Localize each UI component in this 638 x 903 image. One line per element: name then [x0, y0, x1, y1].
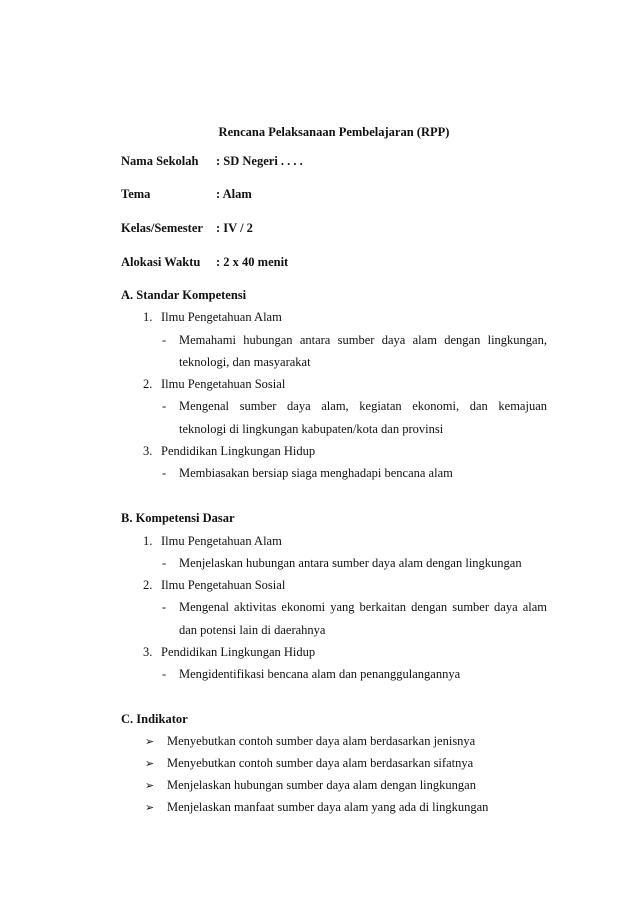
arrow-bullet-icon: ➢	[145, 779, 155, 792]
dash-bullet: -	[162, 667, 167, 681]
dash-bullet: -	[162, 556, 167, 570]
subject-name: Pendidikan Lingkungan Hidup	[161, 645, 316, 659]
section-b-heading: B. Kompetensi Dasar	[121, 511, 235, 525]
list-number: 2.	[143, 377, 153, 391]
list-number: 3.	[143, 645, 153, 659]
indicator-item: Menyebutkan contoh sumber daya alam berdasarkan sifatnya	[167, 756, 474, 770]
value-class-semester: : IV / 2	[216, 221, 253, 235]
section-a-heading: A. Standar Kompetensi	[121, 288, 247, 302]
subject-name: Ilmu Pengetahuan Sosial	[161, 377, 286, 391]
label-class-semester: Kelas/Semester	[121, 221, 203, 235]
arrow-bullet-icon: ➢	[145, 735, 155, 748]
list-number: 1.	[143, 534, 153, 548]
list-item-line: Memahami hubungan antara sumber daya alam dengan lingkungan,	[179, 333, 547, 347]
dash-bullet: -	[162, 466, 167, 480]
list-item-line: Mengenal sumber daya alam, kegiatan ekonomi, dan kemajuan	[179, 399, 547, 413]
indicator-item: Menjelaskan hubungan sumber daya alam dengan lingkungan	[167, 778, 476, 792]
list-number: 1.	[143, 310, 153, 324]
list-item-line: Menjelaskan hubungan antara sumber daya alam dengan lingkungan	[179, 556, 522, 570]
subject-name: Ilmu Pengetahuan Sosial	[161, 578, 286, 592]
list-item-line: teknologi di lingkungan kabupaten/kota dan provinsi	[179, 422, 444, 436]
dash-bullet: -	[162, 333, 167, 347]
value-theme: : Alam	[216, 187, 252, 201]
list-number: 2.	[143, 578, 153, 592]
list-item-line: Mengenal aktivitas ekonomi yang berkaitan dengan sumber daya alam	[179, 600, 547, 614]
dash-bullet: -	[162, 600, 167, 614]
arrow-bullet-icon: ➢	[145, 757, 155, 770]
label-theme: Tema	[121, 187, 151, 201]
section-c-heading: C. Indikator	[121, 712, 188, 726]
value-time-allocation: : 2 x 40 menit	[216, 255, 289, 269]
indicator-item: Menyebutkan contoh sumber daya alam berdasarkan jenisnya	[167, 734, 476, 748]
subject-name: Ilmu Pengetahuan Alam	[161, 310, 282, 324]
document-title: Rencana Pelaksanaan Pembelajaran (RPP)	[218, 125, 450, 139]
list-item-line: Mengidentifikasi bencana alam dan penanggulangannya	[179, 667, 461, 681]
list-item-line: Membiasakan bersiap siaga menghadapi bencana alam	[179, 466, 453, 480]
list-item-line: dan potensi lain di daerahnya	[179, 623, 326, 637]
value-school-name: : SD Negeri . . . .	[216, 154, 303, 168]
list-number: 3.	[143, 444, 153, 458]
label-time-allocation: Alokasi Waktu	[121, 255, 201, 269]
dash-bullet: -	[162, 399, 167, 413]
subject-name: Pendidikan Lingkungan Hidup	[161, 444, 316, 458]
subject-name: Ilmu Pengetahuan Alam	[161, 534, 282, 548]
arrow-bullet-icon: ➢	[145, 801, 155, 814]
list-item-line: teknologi, dan masyarakat	[179, 355, 311, 369]
label-school-name: Nama Sekolah	[121, 154, 199, 168]
indicator-item: Menjelaskan manfaat sumber daya alam yang ada di lingkungan	[167, 800, 489, 814]
